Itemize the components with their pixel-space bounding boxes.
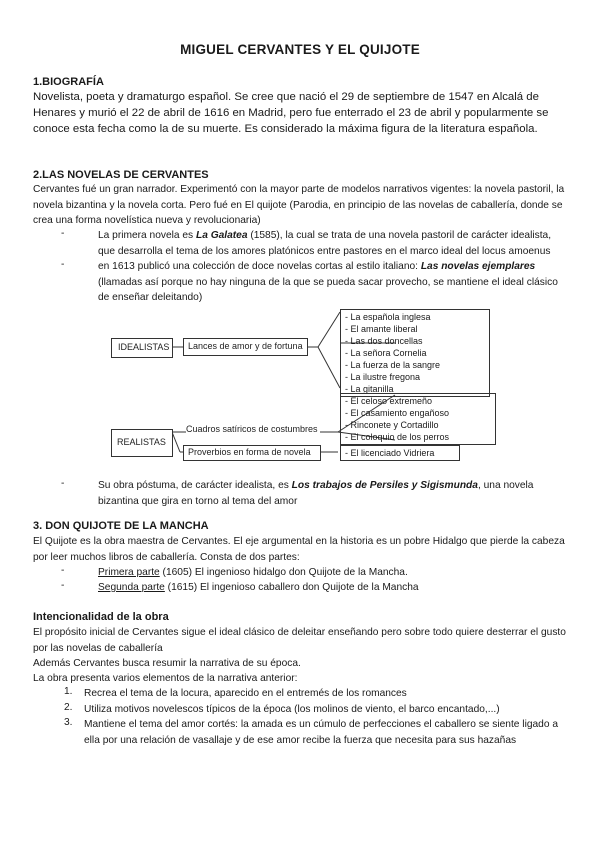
bullet-dash: - xyxy=(61,565,65,576)
novelas-intro: Cervantes fué un gran narrador. Experimentó con la mayor parte de modelos narrativos vigentes: la novela pastoril, la novela bizantina y la novela corta. Pero fué en El quijote (Parodia, en principio de las novelas de caballería, donde se crea una forma novelística nueva y revolucionaria) xyxy=(33,184,565,226)
proverbios-box xyxy=(183,445,321,461)
list-item: Mantiene el tema del amor cortés: la amada es un cúmulo de perfecciones el caballero se siente ligado a ella por una relación de vasallaje y de ese amor recibe la fuerza que necesita para sus hazañas xyxy=(84,719,558,746)
intencionalidad-heading: Intencionalidad de la obra xyxy=(33,611,169,623)
list-item: - El casamiento engañoso xyxy=(345,408,450,418)
cuadros-list xyxy=(340,393,496,445)
list-item: - El licenciado Vidriera xyxy=(345,448,435,458)
bullet-dash: - xyxy=(61,580,65,591)
list-item: - El celoso extremeño xyxy=(345,396,433,406)
proverbios-label: Proverbios en forma de novela xyxy=(188,447,311,457)
quijote-intro: El Quijote es la obra maestra de Cervantes. El eje argumental en la historia es un pobre Hidalgo que pierde la cabeza por leer muchos libros de caballería. Consta de dos partes: xyxy=(33,536,565,563)
bullet-dash: - xyxy=(61,259,65,270)
bio-text: Novelista, poeta y dramaturgo español. Se cree que nació el 29 de septiembre de 1547 en Alcalá de Henares y murió el 22 de abril de 1616 en Madrid, pero fue enterrado el 23 de abril y popularmente se conoce esta fecha como la de su muerte. Es considerado la máxima figura de la literatura española. xyxy=(33,91,549,136)
list-item: - El coloquio de los perros xyxy=(345,432,450,442)
list-item: - La fuerza de la sangre xyxy=(345,360,441,370)
bullet-dash: - xyxy=(61,478,65,489)
lances-box xyxy=(183,338,308,356)
idealistas-list xyxy=(340,309,490,397)
list-item: - La española inglesa xyxy=(345,312,431,322)
list-item: - La señora Cornelia xyxy=(345,348,427,358)
proverbios-list xyxy=(340,445,460,461)
list-number: 3. xyxy=(64,717,73,728)
page-title: MIGUEL CERVANTES Y EL QUIJOTE xyxy=(180,42,420,57)
list-item: Utiliza motivos novelescos típicos de la época (los molinos de viento, el barco encantado,...) xyxy=(84,704,500,715)
quijote-heading: 3. DON QUIJOTE DE LA MANCHA xyxy=(33,520,209,532)
bullet-dash: - xyxy=(61,228,65,239)
intencionalidad-p1: El propósito inicial de Cervantes sigue el ideal clásico de deleitar enseñando pero sobre todo quiere desterrar el gusto por las novelas de caballería xyxy=(33,627,566,654)
cuadros-label: Cuadros satíricos de costumbres xyxy=(186,424,318,434)
lances-label: Lances de amor y de fortuna xyxy=(188,341,303,351)
intencionalidad-p2: Además Cervantes busca resumir la narrativa de su época. xyxy=(33,658,301,669)
list-number: 1. xyxy=(64,686,73,697)
list-item: Recrea el tema de la locura, aparecido en el entremés de los romances xyxy=(84,688,407,699)
part1-line: Primera parte (1605) El ingenioso hidalgo don Quijote de la Mancha. xyxy=(98,567,408,578)
list-number: 2. xyxy=(64,702,73,713)
list-item: - Las dos doncellas xyxy=(345,336,423,346)
bullet-persiles: Su obra póstuma, de carácter idealista, es Los trabajos de Persiles y Sigismunda, una novela bizantina que gira en torno al tema del amor xyxy=(98,480,534,507)
bullet-galatea: La primera novela es La Galatea (1585), la cual se trata de una novela pastoril de carácter idealista, que desarrolla el tema de los amores platónicos entre pastores en el marco ideal del locus amoenus xyxy=(98,230,552,257)
novelas-heading: 2.LAS NOVELAS DE CERVANTES xyxy=(33,169,209,181)
part2-line: Segunda parte (1615) El ingenioso caballero don Quijote de la Mancha xyxy=(98,582,419,593)
bio-heading: 1.BIOGRAFÍA xyxy=(33,76,104,88)
idealistas-box xyxy=(111,338,173,358)
list-item: - El amante liberal xyxy=(345,324,418,334)
realistas-box xyxy=(111,429,173,457)
list-item: - La ilustre fregona xyxy=(345,372,421,382)
realistas-label: REALISTAS xyxy=(117,437,166,447)
list-item: - Rinconete y Cortadillo xyxy=(345,420,439,430)
bullet-ejemplares: en 1613 publicó una colección de doce novelas cortas al estilo italiano: Las novelas ejemplares (llamadas así porque no hay ninguna de la que se pueda sacar provecho, se mantiene el ideal clásico de enseñar deleitando) xyxy=(98,261,558,303)
list-item: - La gitanilla xyxy=(345,384,394,394)
idealistas-label: IDEALISTAS xyxy=(118,342,170,352)
intencionalidad-p3: La obra presenta varios elementos de la narrativa anterior: xyxy=(33,673,298,684)
